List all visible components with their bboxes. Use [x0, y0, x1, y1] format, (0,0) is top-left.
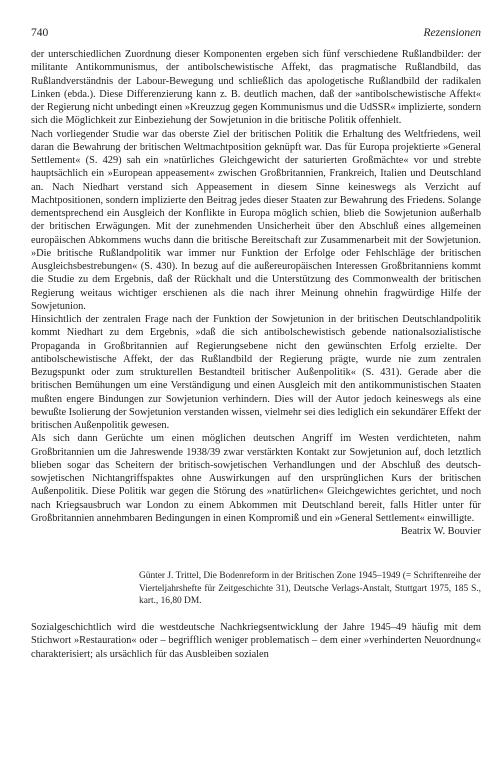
paragraph: Als sich dann Gerüchte um einen möglichen deutschen Angriff im Westen verdichteten, nahm Großbritannien um die Jahreswende 1938/39 zwar verstärkten Kontakt zur Sowjetunion auf, doch letztlich blieben sogar das Scheitern der britisch-sowjetischen Verhandlungen und der Abschluß des deutsch-sowjetischen Nichtangriffspaktes ohne Auswirkungen auf den ursprünglichen Kurs der britischen Außenpolitik. Diese Politik war gegen die Störung des »natürlichen« Gleichgewichtes gerichtet, und noch nach Kriegsausbruch war London zu einem Abkommen mit Deutschland bereit, falls Hitler unter für Großbritannien annehmbaren Bedingungen in einen Kompromiß und ein »General Settlement« einwilligte.: [31, 433, 481, 524]
reviewer-signature: Beatrix W. Bouvier: [400, 526, 481, 537]
bibliographic-entry: Günter J. Trittel, Die Bodenreform in der Britischen Zone 1945–1949 (= Schriftenreihe der Vierteljahrshefte für Zeitgeschichte 31), Deutsche Verlags-Anstalt, Stuttgart 1975, 185 S., kart., 16,80 DM.: [139, 571, 481, 606]
paragraph: Hinsichtlich der zentralen Frage nach der Funktion der Sowjetunion in der britischen Deutschlandpolitik kommt Niedhart zu dem Ergebnis, »daß die sich antibolschewistisch gebende nationalsozialistische Propaganda in Großbritannien auf Regierungsebene nicht den gewünschten Erfolg erzielte. Der antibolschewistische Affekt, der das Rußlandbild der Regierung prägte, wurde nie zum zentralen Bezugspunkt oder zum strukturellen Bestandteil britischer Außenpolitik« (S. 431). Gerade aber die britischen Bemühungen um eine Verständigung und einen Ausgleich mit den antikommunistischen Staaten mußten engere Bindungen zur Sowjetunion verhindern. Dies will der Autor jedoch keineswegs als eine bewußte Isolierung der Sowjetunion verstanden wissen, vielmehr sei dies lediglich ein sekundärer Effekt der britischen Außenpolitik gewesen.: [31, 314, 481, 431]
page-number: 740: [31, 27, 49, 39]
section-title: Rezensionen: [423, 27, 481, 39]
review-page: [31, 26, 481, 661]
paragraph: Nach vorliegender Studie war das oberste Ziel der britischen Politik die Erhaltung des Weltfriedens, weil daran die Bewahrung der britischen Weltmachtposition geknüpft war. Das für Europa projektierte »General Settlement« (S. 429) sah ein »natürliches Gleichgewicht der saturierten Großmächte« vor und strebte hauptsächlich ein »European appeasement« zwischen Großbritannien, Frankreich, Italien und Deutschland an. Nach Niedhart verstand sich Appeasement in diesem Sinne keineswegs als Verzicht auf Machtpositionen, sondern implizierte den Beitrag jedes dieser Staaten zur Bewahrung des Friedens. Solange dementsprechend ein Ausgleich der Konflikte in Europa möglich schien, blieb die Sowjetunion außerhalb der britischen Erwägungen. Mit der zunehmenden Unsicherheit über den Abschluß eines allgemeinen europäischen Abkommens wuchs dann die britische Bereitschaft zur Zusammenarbeit mit der Sowjetunion. »Die britische Rußlandpolitik war immer nur Funktion der Erfolge oder Fehlschläge der britischen Ausgleichsbestrebungen« (S. 430). In bezug auf die außereuropäischen Interessen Großbritanniens kommt die Studie zu dem Ergebnis, daß der Rückhalt und die Unterstützung des Commonwealth der britischen Regierung weitaus wichtiger erschienen als die nach ihrer Meinung ohnehin fragwürdige Hilfe der Sowjetunion.: [31, 128, 481, 312]
paragraph: der unterschiedlichen Zuordnung dieser Komponenten ergeben sich fünf verschiedene Rußlandbilder: der militante Antikommunismus, der antibolschewistische Affekt, das pragmatische Rußlandbild, das Rußlandverständnis der Labour-Bewegung und schließlich das apologetische Rußlandbild der radikalen Linken (ebda.). Diese Differenzierung kann z. B. deutlich machen, daß der »antibolschewistische Affekt« der Regierung nicht unbedingt einen »Kreuzzug gegen Kommunismus und die UdSSR« implizierte, sondern sich die Möglichkeit zur Einbeziehung der Sowjetunion in die britische Politik offenhielt.: [31, 49, 481, 127]
page-header: [31, 26, 481, 48]
paragraph: Sozialgeschichtlich wird die westdeutsche Nachkriegsentwicklung der Jahre 1945–49 häufig mit dem Stichwort »Restauration« oder – begrifflich weniger problematisch – dem einer »verhinderten Neuordnung« charakterisiert; als ursächlich für das Ausbleiben sozialen: [31, 622, 481, 660]
review-body: [31, 48, 481, 538]
next-review-body: [31, 621, 481, 661]
